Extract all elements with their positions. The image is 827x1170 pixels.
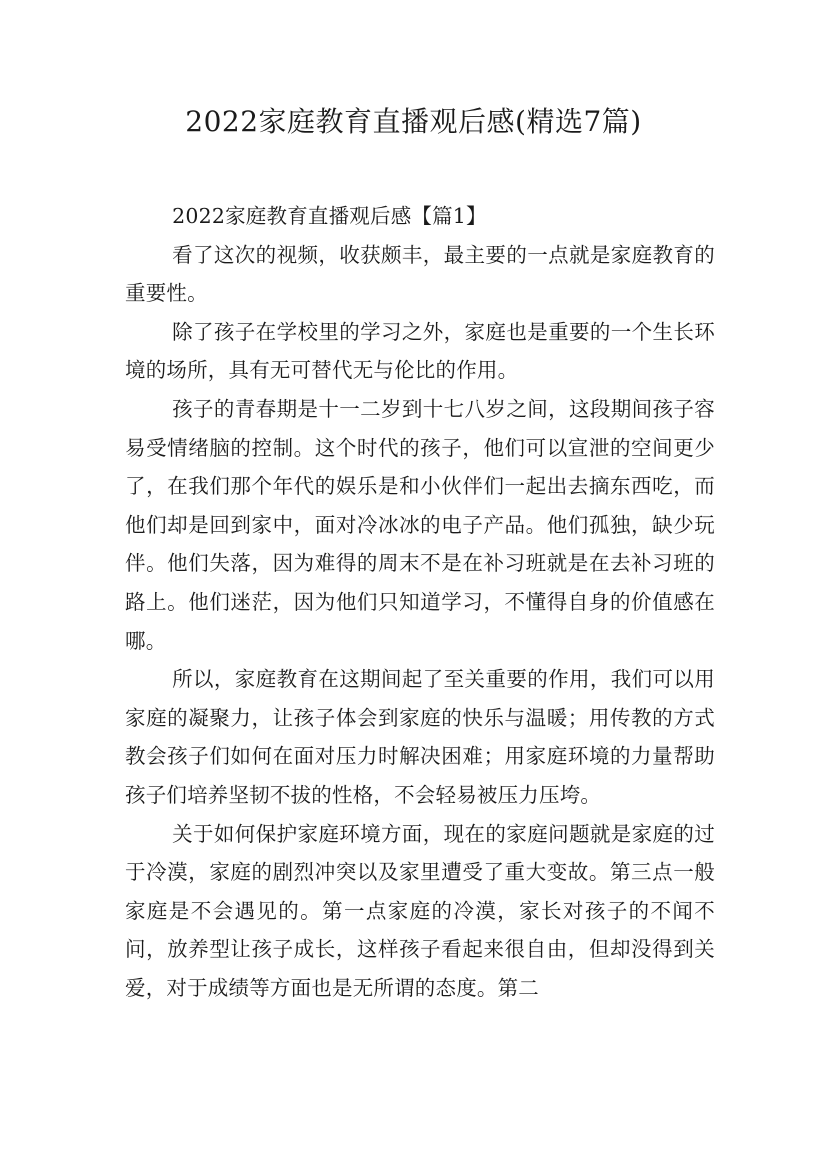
- document-title: 2022家庭教育直播观后感(精选7篇): [185, 105, 642, 138]
- body-paragraph: 除了孩子在学校里的学习之外，家庭也是重要的一个生长环境的场所，具有无可替代无与伦比的作用。: [125, 319, 715, 383]
- document-body: [125, 197, 715, 1007]
- body-paragraph: 看了这次的视频，收获颇丰，最主要的一点就是家庭教育的重要性。: [125, 242, 715, 306]
- body-paragraph: 关于如何保护家庭环境方面，现在的家庭问题就是家庭的过于冷漠，家庭的剧烈冲突以及家里遭受了重大变故。第三点一般家庭是不会遇见的。第一点家庭的冷漠，家长对孩子的不闻不问，放养型让孩子成长，这样孩子看起来很自由，但却没得到关爱，对于成绩等方面也是无所谓的态度。第二: [125, 821, 715, 1000]
- body-paragraph: 孩子的青春期是十一二岁到十七八岁之间，这段期间孩子容易受情绪脑的控制。这个时代的孩子，他们可以宣泄的空间更少了，在我们那个年代的娱乐是和小伙伴们一起出去摘东西吃，而他们却是回到家中，面对冷冰冰的电子产品。他们孤独，缺少玩伴。他们失落，因为难得的周末不是在补习班就是在去补习班的路上。他们迷茫，因为他们只知道学习，不懂得自身的价值感在哪。: [125, 396, 715, 653]
- section-heading: 2022家庭教育直播观后感【篇1】: [172, 204, 487, 228]
- body-paragraph: 所以，家庭教育在这期间起了至关重要的作用，我们可以用家庭的凝聚力，让孩子体会到家庭的快乐与温暖；用传教的方式教会孩子们如何在面对压力时解决困难；用家庭环境的力量帮助孩子们培养坚韧不拔的性格，不会轻易被压力压垮。: [125, 667, 715, 807]
